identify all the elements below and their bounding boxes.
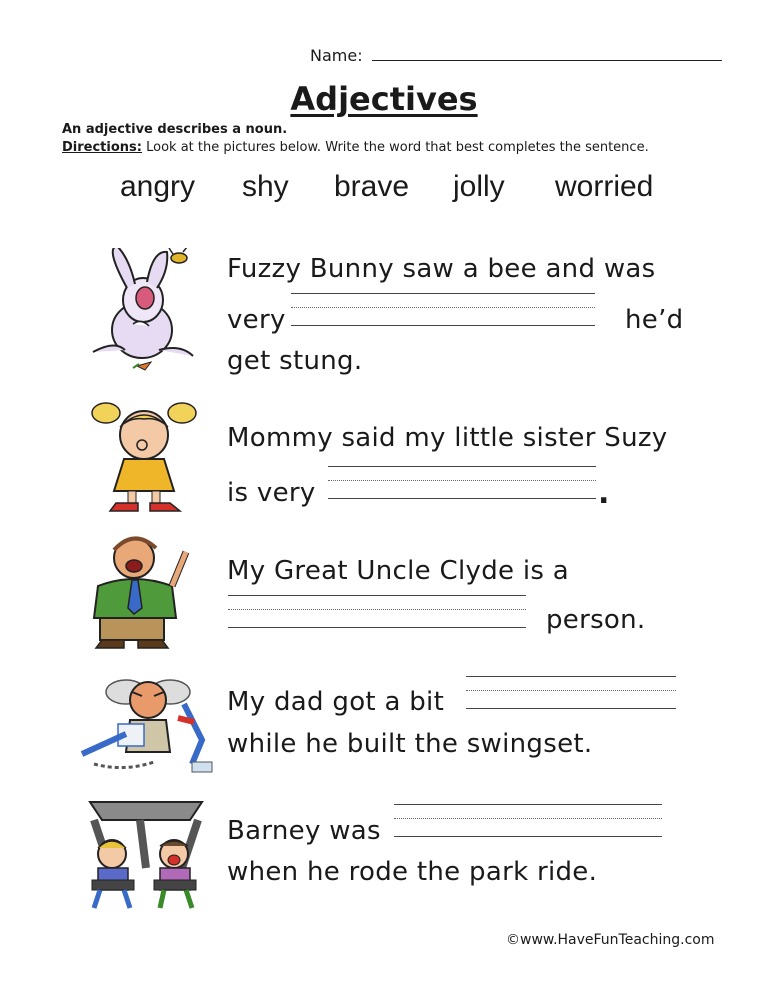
answer-blank-2[interactable] xyxy=(328,466,596,500)
word-bank-item: jolly xyxy=(453,170,505,203)
shy-girl-icon xyxy=(88,397,208,517)
name-blank-line[interactable] xyxy=(372,46,722,61)
question-2-after-blank: . xyxy=(598,476,610,511)
question-3-after-blank: person. xyxy=(546,605,646,635)
word-bank-item: worried xyxy=(555,170,654,203)
word-bank-item: brave xyxy=(334,170,410,203)
question-1-before-blank: very xyxy=(227,305,286,335)
name-field[interactable] xyxy=(310,46,722,65)
directions-text xyxy=(62,140,649,155)
question-4-line-1: My dad got a bit xyxy=(227,687,445,717)
answer-blank-5[interactable] xyxy=(394,804,662,838)
question-3-line-1: My Great Uncle Clyde is a xyxy=(227,556,570,586)
directions-label: Directions: xyxy=(62,140,142,155)
definition-text: An adjective describes a noun. xyxy=(62,122,288,137)
directions-body: Look at the pictures below. Write the word that best completes the sentence. xyxy=(141,140,649,155)
question-2-line-1: Mommy said my little sister Suzy xyxy=(227,423,668,453)
word-bank xyxy=(0,170,768,210)
question-4-line-2: while he built the swingset. xyxy=(227,729,593,759)
answer-blank-1[interactable] xyxy=(291,293,595,327)
word-bank-item: shy xyxy=(242,170,289,203)
laughing-uncle-icon xyxy=(76,532,198,652)
question-1-line-1: Fuzzy Bunny saw a bee and was xyxy=(227,254,656,284)
question-5-line-1: Barney was xyxy=(227,816,381,846)
page-title: Adjectives xyxy=(290,80,478,118)
question-2-before-blank: is very xyxy=(227,478,316,508)
answer-blank-3[interactable] xyxy=(228,595,526,629)
answer-blank-4[interactable] xyxy=(466,676,676,710)
question-1-line-3: get stung. xyxy=(227,346,363,376)
question-1-after-blank: he’d xyxy=(625,305,684,335)
word-bank-item: angry xyxy=(120,170,196,203)
park-ride-kids-icon xyxy=(80,798,212,916)
question-5-line-2: when he rode the park ride. xyxy=(227,857,598,887)
footer-copyright: ©www.HaveFunTeaching.com xyxy=(506,932,715,948)
scared-bunny-icon xyxy=(85,248,205,373)
name-label: Name: xyxy=(310,46,363,65)
angry-dad-icon xyxy=(74,664,214,776)
